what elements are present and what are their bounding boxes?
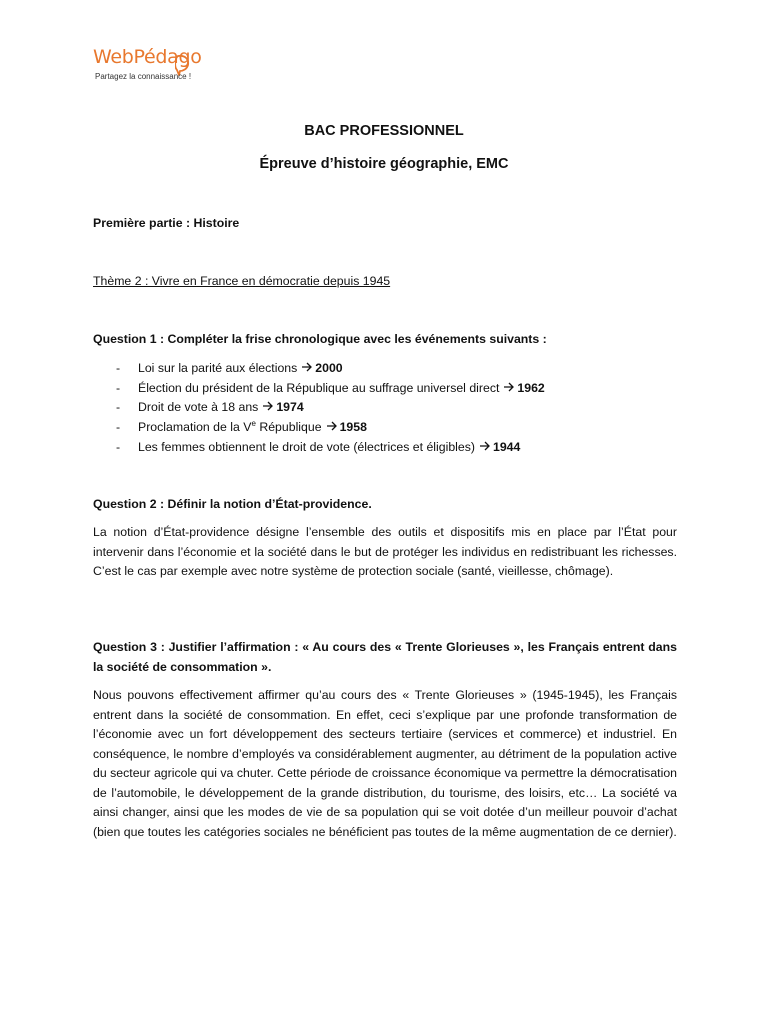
- list-item: - Les femmes obtiennent le droit de vote (électrices et éligibles) 1944: [116, 439, 521, 454]
- right-arrow-icon: [479, 441, 491, 451]
- question-2-answer: La notion d’État-providence désigne l’ensemble des outils et dispositifs mis en place par l’État pour intervenir dans l’économie et la société dans le but de protéger les individus en redistribuant les richesses. C’est le cas par exemple avec notre système de protection sociale (santé, vieillesse, chômage).: [93, 525, 677, 578]
- question-2-title: Question 2 : Définir la notion d’État-providence.: [93, 497, 372, 511]
- webpedago-logo: [93, 46, 203, 90]
- right-arrow-icon: [301, 362, 313, 372]
- theme-heading: Thème 2 : Vivre en France en démocratie depuis 1945: [93, 274, 391, 288]
- list-item: - Droit de vote à 18 ans 1974: [116, 400, 304, 415]
- doc-title: BAC PROFESSIONNEL: [304, 123, 464, 139]
- question-3-title: Question 3 : Justifier l’affirmation : « Au cours des « Trente Glorieuses », les Français entrent dans la société de consommation ».: [93, 640, 677, 674]
- logo-wordmark: WebPédago: [93, 46, 202, 68]
- list-item: - Proclamation de la Ve République 1958: [116, 418, 367, 435]
- right-arrow-icon: [503, 382, 515, 392]
- event-list: [116, 359, 545, 457]
- right-arrow-icon: [262, 401, 274, 411]
- part-heading: Première partie : Histoire: [93, 216, 240, 230]
- question-3-answer: Nous pouvons effectivement affirmer qu’au cours des « Trente Glorieuses » (1945-1945), les Français entrent dans la société de consommation. En effet, ceci s’explique par une profonde transformation de l’économie avec un fort développement des secteurs tertiaire (services et commerce) et industriel. En conséquence, le nombre d’employés va considérablement augmenter, au détriment de la population active du secteur agricole qui va chuter. Cette période de croissance économique va permettre la démocratisation de l’automobile, le développement de la grande distribution, du tourisme, des loisirs, etc… La société va ainsi changer, ainsi que les modes de vie de sa population qui se voit dotée d’un meilleur pouvoir d’achat (bien que toutes les catégories sociales ne bénéficient pas toutes de la même augmentation de ce dernier).: [93, 688, 677, 839]
- list-item: - Loi sur la parité aux élections 2000: [116, 361, 343, 375]
- list-item: - Élection du président de la République au suffrage universel direct 1962: [116, 380, 545, 395]
- question-1-title: Question 1 : Compléter la frise chronologique avec les événements suivants :: [93, 332, 547, 346]
- logo-tagline: Partagez la connaissance !: [95, 72, 192, 81]
- doc-subtitle: Épreuve d’histoire géographie, EMC: [259, 156, 509, 172]
- right-arrow-icon: [326, 421, 338, 431]
